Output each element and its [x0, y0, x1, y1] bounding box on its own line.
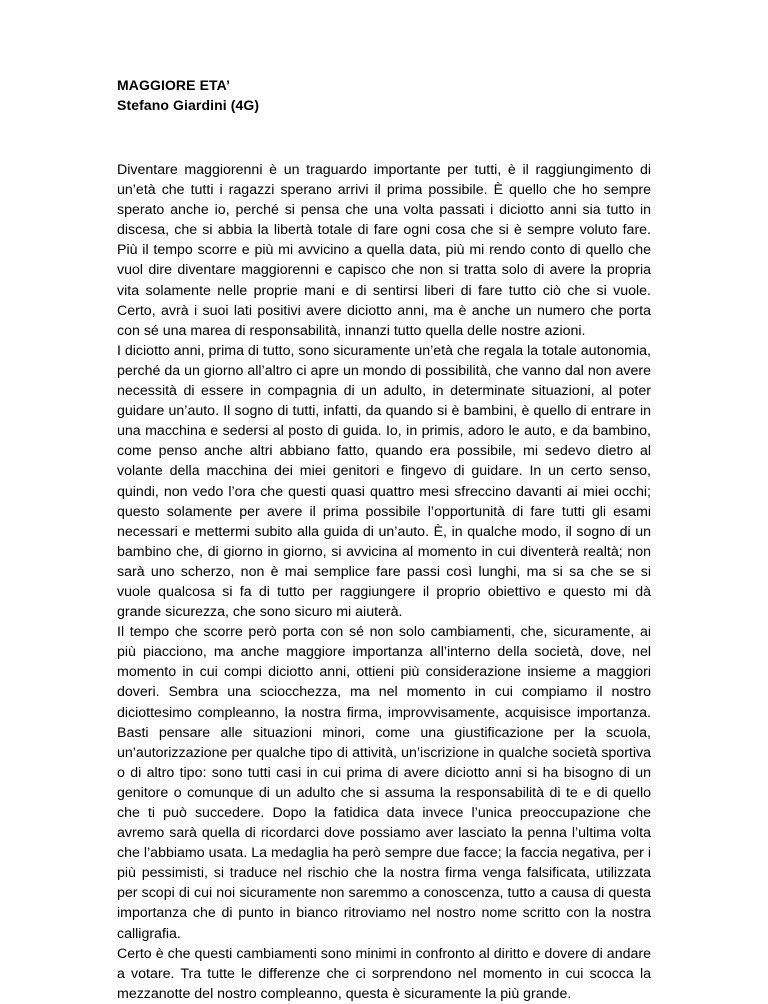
paragraph: Diventare maggiorenni è un traguardo importante per tutti, è il raggiungimento di un’età che tutti i ragazzi sperano arrivi il prima possibile. È quello che ho sempre sperato anche io, perché si pensa che una volta passati i diciotto anni sia tutto in discesa, che si abbia la libertà totale di fare ogni cosa che si è sempre voluto fare. Più il tempo scorre e più mi avvicino a quella data, più mi rendo conto di quello che vuol dire diventare maggiorenni e capisco che non si tratta solo di avere la propria vita solamente nelle proprie mani e di sentirsi liberi di fare tutto ciò che si vuole. Certo, avrà i suoi lati positivi avere diciotto anni, ma è anche un numero che porta con sé una marea di responsabilità, innanzi tutto quella delle nostre azioni.: [117, 162, 651, 339]
title-block: [117, 75, 259, 115]
paragraph: Il tempo che scorre però porta con sé non solo cambiamenti, che, sicuramente, ai più piacciono, ma anche maggiore importanza all’interno della società, dove, nel momento in cui compi diciotto anni, ottieni più considerazione insieme a maggiori doveri. Sembra una sciocchezza, ma nel momento in cui compiamo il nostro diciottesimo compleanno, la nostra firma, improvvisamente, acquisisce importanza. Basti pensare alle situazioni minori, come una giustificazione per la scuola, un’autorizzazione per qualche tipo di attività, un’iscrizione in qualche società sportiva o di altro tipo: sono tutti casi in cui prima di avere diciotto anni si ha bisogno di un genitore o comunque di un adulto che si assuma la responsabilità di te e di quello che ti può succedere. Dopo la fatidica data invece l’unica preoccupazione che avremo sarà quella di ricordarci dove possiamo aver lasciato la penna l’ultima volta che l’abbiamo usata. La medaglia ha però sempre due facce; la faccia negativa, per i più pessimisti, si traduce nel rischio che la nostra firma venga falsificata, utilizzata per scopi di cui noi sicuramente non saremmo a conoscenza, tutto a causa di questa importanza che di punto in bianco ritroviamo nel nostro nome scritto con la nostra calligrafia.: [117, 624, 651, 942]
paragraph: I diciotto anni, prima di tutto, sono sicuramente un’età che regala la totale autonomia, perché da un giorno all’altro ci apre un mondo di possibilità, che vanno dal non avere necessità di essere in compagnia di un adulto, in determinate situazioni, al poter guidare un’auto. Il sogno di tutti, infatti, da quando si è bambini, è quello di entrare in una macchina e sedersi al posto di guida. Io, in primis, adoro le auto, e da bambino, come penso anche altri abbiano fatto, quando era possibile, mi sedevo dietro al volante della macchina dei miei genitori e fingevo di guidare. In un certo senso, quindi, non vedo l’ora che questi quasi quattro mesi sfreccino davanti ai miei occhi; questo solamente per avere il prima possibile l’opportunità di fare tutti gli esami necessari e mettermi subito alla guida di un’auto. È, in qualche modo, il sogno di un bambino che, di giorno in giorno, si avvicina al momento in cui diventerà realtà; non sarà uno scherzo, non è mai semplice fare passi così lunghi, ma si sa che se si vuole qualcosa si fa di tutto per raggiungere il proprio obiettivo e questo mi dà grande sicurezza, che sono sicuro mi aiuterà.: [117, 342, 651, 621]
document-title: MAGGIORE ETA’: [117, 77, 231, 93]
paragraph: Certo è che questi cambiamenti sono minimi in confronto al diritto e dovere di andare a votare. Tra tutte le differenze che ci sorprendono nel momento in cui scocca la mezzanotte del nostro compleanno, questa è sicuramente la più grande.: [117, 945, 651, 1002]
document-body: [117, 160, 651, 1004]
document-author: Stefano Giardini (4G): [117, 97, 260, 113]
